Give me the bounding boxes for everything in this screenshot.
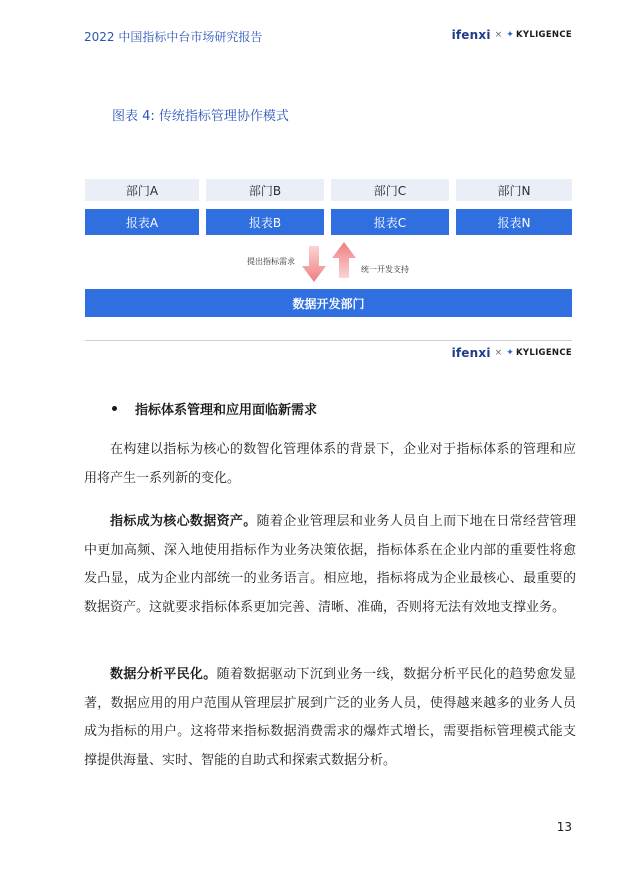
ifenxi-logo: ifenxi — [451, 346, 491, 360]
header-brand-logo — [452, 28, 572, 42]
figure-brand-logo — [452, 346, 572, 360]
paragraph-text: 在构建以指标为核心的数智化管理体系的背景下，企业对于指标体系的管理和应用将产生一系列新的变化。 — [84, 442, 576, 486]
kyligence-logo-text: KYLIGENCE — [516, 30, 572, 40]
page-number: 13 — [556, 820, 572, 834]
report-b: 报表B — [206, 209, 324, 235]
data-dev-department: 数据开发部门 — [85, 289, 572, 317]
paragraph-lead: 数据分析平民化。 — [110, 667, 217, 682]
arrow-down-label: 提出指标需求 — [247, 257, 295, 266]
paragraph-intro — [84, 436, 576, 493]
department-a: 部门A — [85, 179, 199, 201]
brand-separator: × — [494, 30, 503, 40]
department-b: 部门B — [206, 179, 324, 201]
brand-separator: × — [494, 348, 503, 358]
paragraph-core-asset — [84, 508, 576, 622]
section-heading — [84, 399, 317, 418]
up-arrow-icon — [332, 242, 356, 278]
kyligence-mark-icon: ✦ — [506, 348, 515, 358]
kyligence-mark-icon: ✦ — [506, 30, 515, 40]
down-arrow-icon — [302, 246, 326, 282]
paragraph-text: 随着数据驱动下沉到业务一线，数据分析平民化的趋势愈发显著，数据应用的用户范围从管理层扩展到广泛的业务人员，使得越来越多的业务人员成为指标的用户。这将带来指标数据消费需求的爆炸式增长，需要指标管理模式能支撑提供海量、实时、智能的自助式和探索式数据分析。 — [84, 667, 576, 768]
report-title: 2022 中国指标中台市场研究报告 — [84, 30, 263, 44]
kyligence-logo-text: KYLIGENCE — [516, 348, 572, 358]
report-c: 报表C — [331, 209, 449, 235]
paragraph-lead: 指标成为核心数据资产。 — [110, 514, 257, 529]
ifenxi-logo: ifenxi — [451, 28, 491, 42]
report-n: 报表N — [456, 209, 572, 235]
paragraph-democratization — [84, 661, 576, 775]
arrow-up-label: 统一开发支持 — [361, 265, 409, 274]
figure-title: 图表 4: 传统指标管理协作模式 — [112, 109, 289, 124]
department-n: 部门N — [456, 179, 572, 201]
department-c: 部门C — [331, 179, 449, 201]
paragraph-text: 随着企业管理层和业务人员自上而下地在日常经营管理中更加高频、深入地使用指标作为业务决策依据，指标体系在企业内部的重要性将愈发凸显，成为企业内部统一的业务语言。相应地，指标将成为企业最核心、最重要的数据资产。这就要求指标体系更加完善、清晰、准确，否则将无法有效地支撑业务。 — [84, 514, 576, 615]
section-heading-text: 指标体系管理和应用面临新需求 — [135, 403, 318, 418]
figure-divider — [85, 340, 572, 341]
kyligence-logo — [506, 348, 572, 358]
kyligence-logo — [506, 30, 572, 40]
report-a: 报表A — [85, 209, 199, 235]
bullet-icon — [112, 406, 117, 411]
